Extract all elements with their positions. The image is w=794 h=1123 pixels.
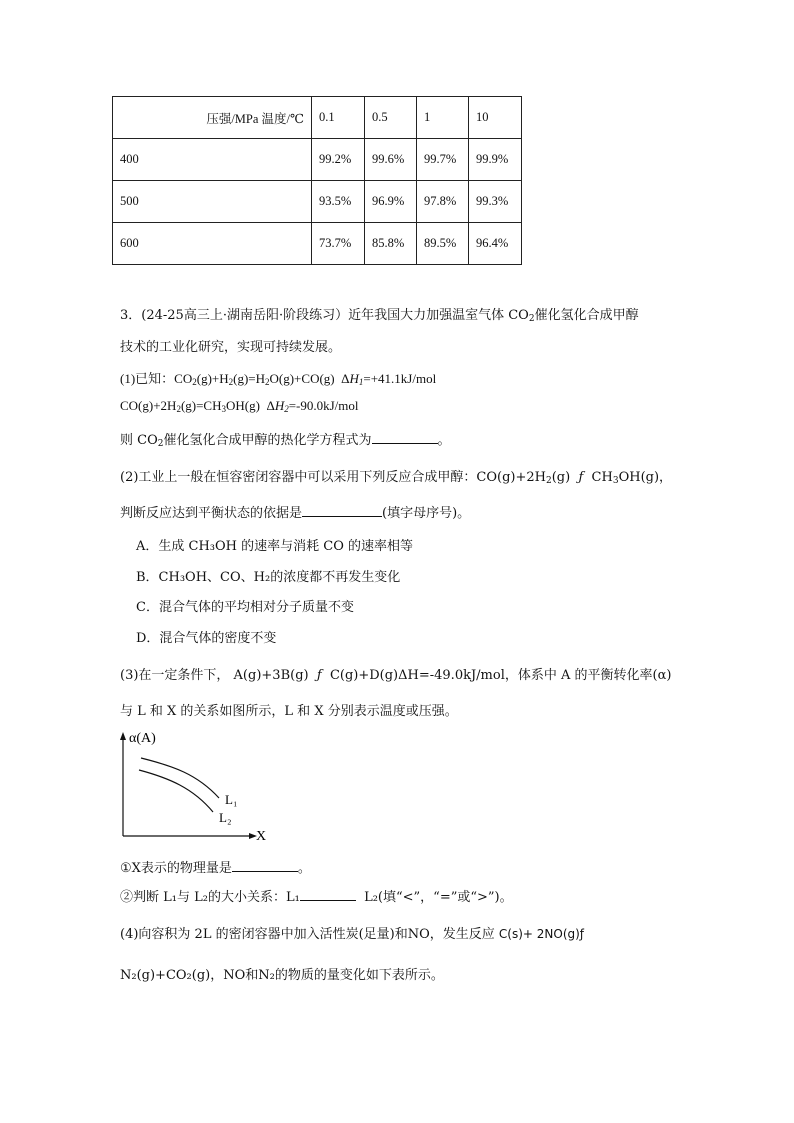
part2-text-c: CH [591, 470, 613, 485]
subq-2-line [120, 886, 513, 905]
part1-ask-end: 。 [437, 433, 451, 448]
table-cell: 99.7% [417, 139, 469, 181]
part1-given-line [120, 368, 436, 387]
subq-2-text: ②判断 L₁与 L₂的大小关系：L₁ [120, 890, 300, 905]
y-axis-arrow-icon [120, 732, 126, 740]
part1-ask-text-cont: 催化氢化合成甲醇的热化学方程式为 [163, 433, 372, 448]
part3-text: (3)在一定条件下， A(g)+3B(g) [120, 668, 309, 683]
subq-1-text: ①X表示的物理量是 [120, 861, 232, 876]
table-cell: 89.5% [417, 223, 469, 265]
table-cell: 99.3% [469, 181, 522, 223]
table-cell: 96.4% [469, 223, 522, 265]
table-cell: 96.9% [365, 181, 417, 223]
curve-l1 [141, 758, 219, 798]
part2-ask-end: (填字母序号)。 [382, 506, 471, 521]
answer-blank[interactable] [232, 860, 298, 872]
curve-l2-label: L₂ [219, 810, 232, 825]
part4-line-2: N₂(g)+CO₂(g)，NO和N₂的物质的量变化如下表所示。 [120, 968, 444, 983]
answer-blank[interactable] [372, 432, 438, 444]
part1-ask-line: 则 $CO_2$催化氢化合成甲醇的热化学方程式为 。 [120, 433, 451, 449]
part3-line-2: 与 L 和 X 的关系如图所示，L 和 X 分别表示温度或压强。 [120, 704, 458, 719]
table-cell: 97.8% [417, 181, 469, 223]
question-intro-line-2: 技术的工业化研究，实现可持续发展。 [120, 340, 342, 355]
answer-blank[interactable] [300, 889, 356, 901]
part4-equation: C(s)+ 2NO(g)ƒ [498, 927, 585, 941]
part2-line: (2)工业上一般在恒容密闭容器中可以采用下列反应合成甲醇：$CO(g)+2H_2(g)$ ƒ $CH_3OH(g)$， [120, 470, 673, 486]
equilibrium-arrow-glyph: ƒ [578, 470, 584, 485]
table-row [113, 139, 522, 181]
conversion-figure [115, 726, 285, 844]
table-row [113, 223, 522, 265]
table-cell: 99.9% [469, 139, 522, 181]
question-intro-text-cont: 催化氢化合成甲醇 [534, 308, 639, 323]
part1-equation-2: $CO(g)+2H_2(g)=CH_3OH(g)$ [120, 398, 260, 414]
part4-line [120, 923, 584, 942]
table-cell: 99.6% [365, 139, 417, 181]
table-cell: 500 [113, 181, 312, 223]
table-header-cell: 0.1 [312, 97, 365, 139]
table-header-cell: 1 [417, 97, 469, 139]
subq-1-end: 。 [297, 861, 311, 876]
curve-l2 [139, 770, 213, 812]
table-cell: 85.8% [365, 223, 417, 265]
x-axis-label: X [256, 829, 267, 844]
y-axis-label: α(A) [129, 731, 156, 746]
subq-2-text-b: L₂(填“<”，“=”或“>”)。 [364, 890, 513, 905]
curve-l1-label: L₁ [225, 792, 238, 807]
part1-equation-2-line [120, 398, 359, 414]
part3-text-b: C(g)+D(g)ΔH=-49.0kJ/mol，体系中 A 的平衡转化率(α) [329, 668, 672, 683]
option-d: D．混合气体的密度不变 [136, 631, 277, 646]
equilibrium-arrow-glyph: ƒ [316, 668, 322, 683]
table-cell: 99.2% [312, 139, 365, 181]
table-cell: 93.5% [312, 181, 365, 223]
part1-equation-1: $CO_2(g)+H_2(g)=H_2O(g)+CO(g)$ [174, 371, 335, 387]
part1-dh1: $\Delta H_1=+41.1kJ$/mol [341, 371, 437, 387]
table-cell: 73.7% [312, 223, 365, 265]
table-header-cell: 压强/MPa 温度/℃ [113, 97, 312, 139]
part1-label: (1)已知： [120, 371, 175, 386]
option-b: B．CH₃OH、CO、H₂的浓度都不再发生变化 [136, 570, 401, 585]
part2-text-b: (g) [551, 470, 571, 485]
table-cell: 600 [113, 223, 312, 265]
answer-blank[interactable] [302, 505, 382, 517]
table-row [113, 181, 522, 223]
question-intro-line: 3．(24-25高三上·湖南岳阳·阶段练习）近年我国大力加强温室气体 $CO_2$催化氢化合成甲醇 [120, 308, 639, 324]
part3-line [120, 664, 671, 683]
part1-dh2: $\Delta H_2=-90.0kJ$/mol [266, 398, 359, 414]
part2-ask-text: 判断反应达到平衡状态的依据是 [120, 506, 303, 521]
question-intro-text: 3．(24-25高三上·湖南岳阳·阶段练习）近年我国大力加强温室气体 CO [120, 308, 529, 323]
option-c: C．混合气体的平均相对分子质量不变 [136, 600, 354, 615]
part1-ask-text: 则 CO [120, 433, 158, 448]
table-cell: 400 [113, 139, 312, 181]
table-header-cell: 0.5 [365, 97, 417, 139]
table-header-row [113, 97, 522, 139]
part2-text-d: OH(g)， [618, 470, 673, 485]
data-table [112, 96, 522, 265]
option-a: A．生成 CH₃OH 的速率与消耗 CO 的速率相等 [136, 539, 414, 554]
subq-1-line [120, 857, 311, 876]
table-header-cell: 10 [469, 97, 522, 139]
part2-ask-line [120, 502, 470, 521]
part4-text: (4)向容积为 2L 的密闭容器中加入活性炭(足量)和NO，发生反应 [120, 927, 495, 942]
part2-text: (2)工业上一般在恒容密闭容器中可以采用下列反应合成甲醇：CO(g)+2H [120, 470, 546, 485]
